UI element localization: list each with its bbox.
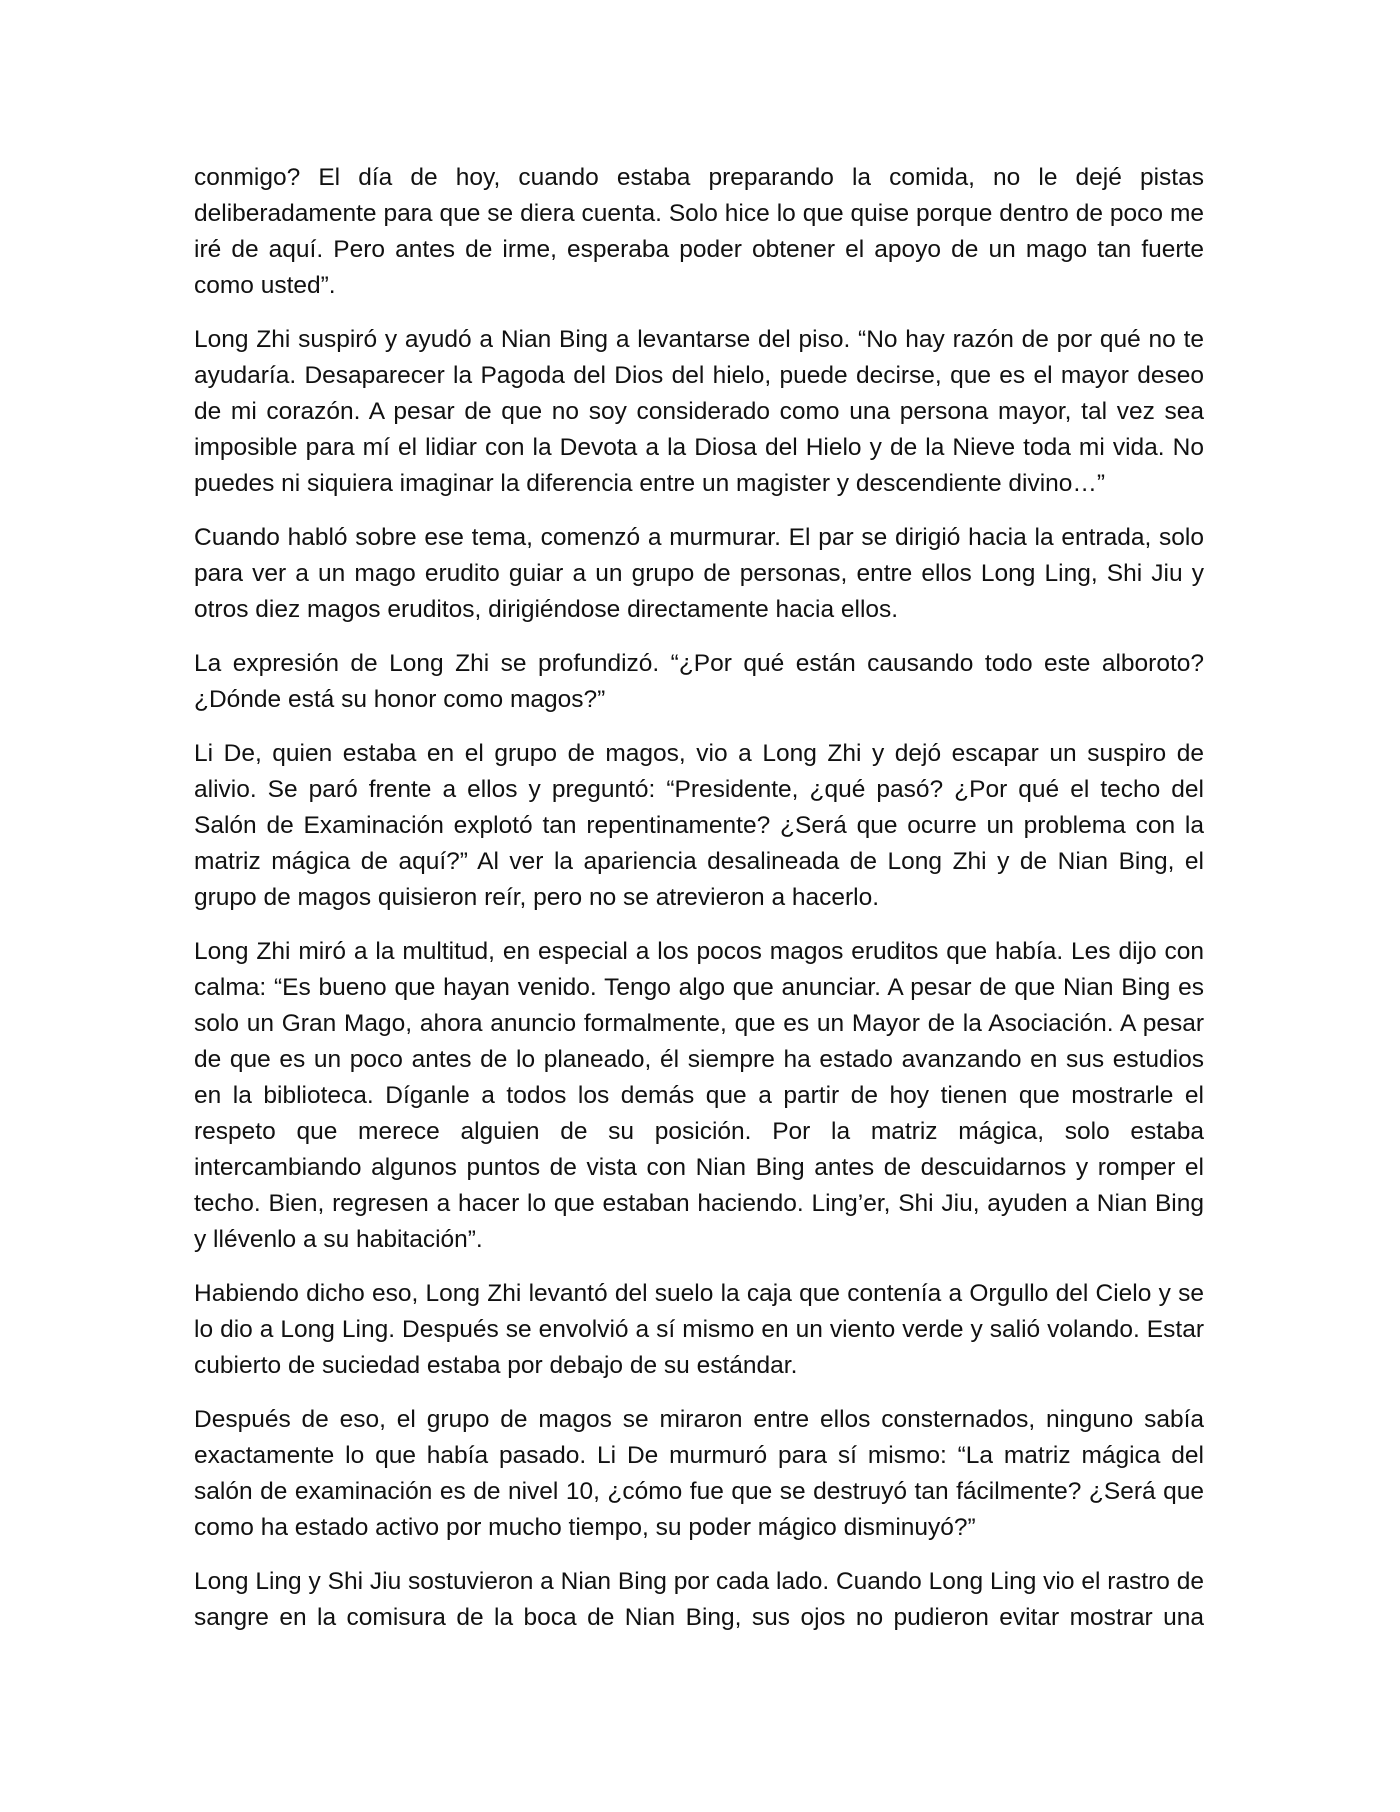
paragraph: Después de eso, el grupo de magos se miraron entre ellos consternados, ninguno sabía exactamente lo que había pasado. Li De murmuró para sí mismo: “La matriz mágica del salón de examinación es de nivel 10, ¿cómo fue que se destruyó tan fácilmente? ¿Será que como ha estado activo por mucho tiempo, su poder mágico disminuyó?” <box>194 1406 1204 1541</box>
paragraph: La expresión de Long Zhi se profundizó. “¿Por qué están causando todo este alboroto? ¿Dónde está su honor como magos?” <box>194 650 1204 713</box>
paragraph: conmigo? El día de hoy, cuando estaba preparando la comida, no le dejé pistas deliberadamente para que se diera cuenta. Solo hice lo que quise porque dentro de poco me iré de aquí. Pero antes de irme, esperaba poder obtener el apoyo de un mago tan fuerte como usted”. <box>194 164 1204 299</box>
paragraph: Cuando habló sobre ese tema, comenzó a murmurar. El par se dirigió hacia la entrada, solo para ver a un mago erudito guiar a un grupo de personas, entre ellos Long Ling, Shi Jiu y otros diez magos eruditos, dirigiéndose directamente hacia ellos. <box>194 524 1204 623</box>
paragraph: Long Zhi miró a la multitud, en especial a los pocos magos eruditos que había. Les dijo con calma: “Es bueno que hayan venido. Tengo algo que anunciar. A pesar de que Nian Bing es solo un Gran Mago, ahora anuncio formalmente, que es un Mayor de la Asociación. A pesar de que es un poco antes de lo planeado, él siempre ha estado avanzando en sus estudios en la biblioteca. Díganle a todos los demás que a partir de hoy tienen que mostrarle el respeto que merece alguien de su posición. Por la matriz mágica, solo estaba intercambiando algunos puntos de vista con Nian Bing antes de descuidarnos y romper el techo. Bien, regresen a hacer lo que estaban haciendo. Ling’er, Shi Jiu, ayuden a Nian Bing y llévenlo a su habitación”. <box>194 938 1204 1253</box>
page-text-body <box>194 160 1204 1636</box>
paragraph: Habiendo dicho eso, Long Zhi levantó del suelo la caja que contenía a Orgullo del Cielo y se lo dio a Long Ling. Después se envolvió a sí mismo en un viento verde y salió volando. Estar cubierto de suciedad estaba por debajo de su estándar. <box>194 1280 1204 1379</box>
paragraph: Long Zhi suspiró y ayudó a Nian Bing a levantarse del piso. “No hay razón de por qué no te ayudaría. Desaparecer la Pagoda del Dios del hielo, puede decirse, que es el mayor deseo de mi corazón. A pesar de que no soy considerado como una persona mayor, tal vez sea imposible para mí el lidiar con la Devota a la Diosa del Hielo y de la Nieve toda mi vida. No puedes ni siquiera imaginar la diferencia entre un magister y descendiente divino…” <box>194 326 1204 497</box>
paragraph: Long Ling y Shi Jiu sostuvieron a Nian Bing por cada lado. Cuando Long Ling vio el rastro de sangre en la comisura de la boca de Nian Bing, sus ojos no pudieron evitar mostrar una <box>194 1568 1204 1631</box>
paragraph: Li De, quien estaba en el grupo de magos, vio a Long Zhi y dejó escapar un suspiro de alivio. Se paró frente a ellos y preguntó: “Presidente, ¿qué pasó? ¿Por qué el techo del Salón de Examinación explotó tan repentinamente? ¿Será que ocurre un problema con la matriz mágica de aquí?” Al ver la apariencia desalineada de Long Zhi y de Nian Bing, el grupo de magos quisieron reír, pero no se atrevieron a hacerlo. <box>194 740 1204 911</box>
